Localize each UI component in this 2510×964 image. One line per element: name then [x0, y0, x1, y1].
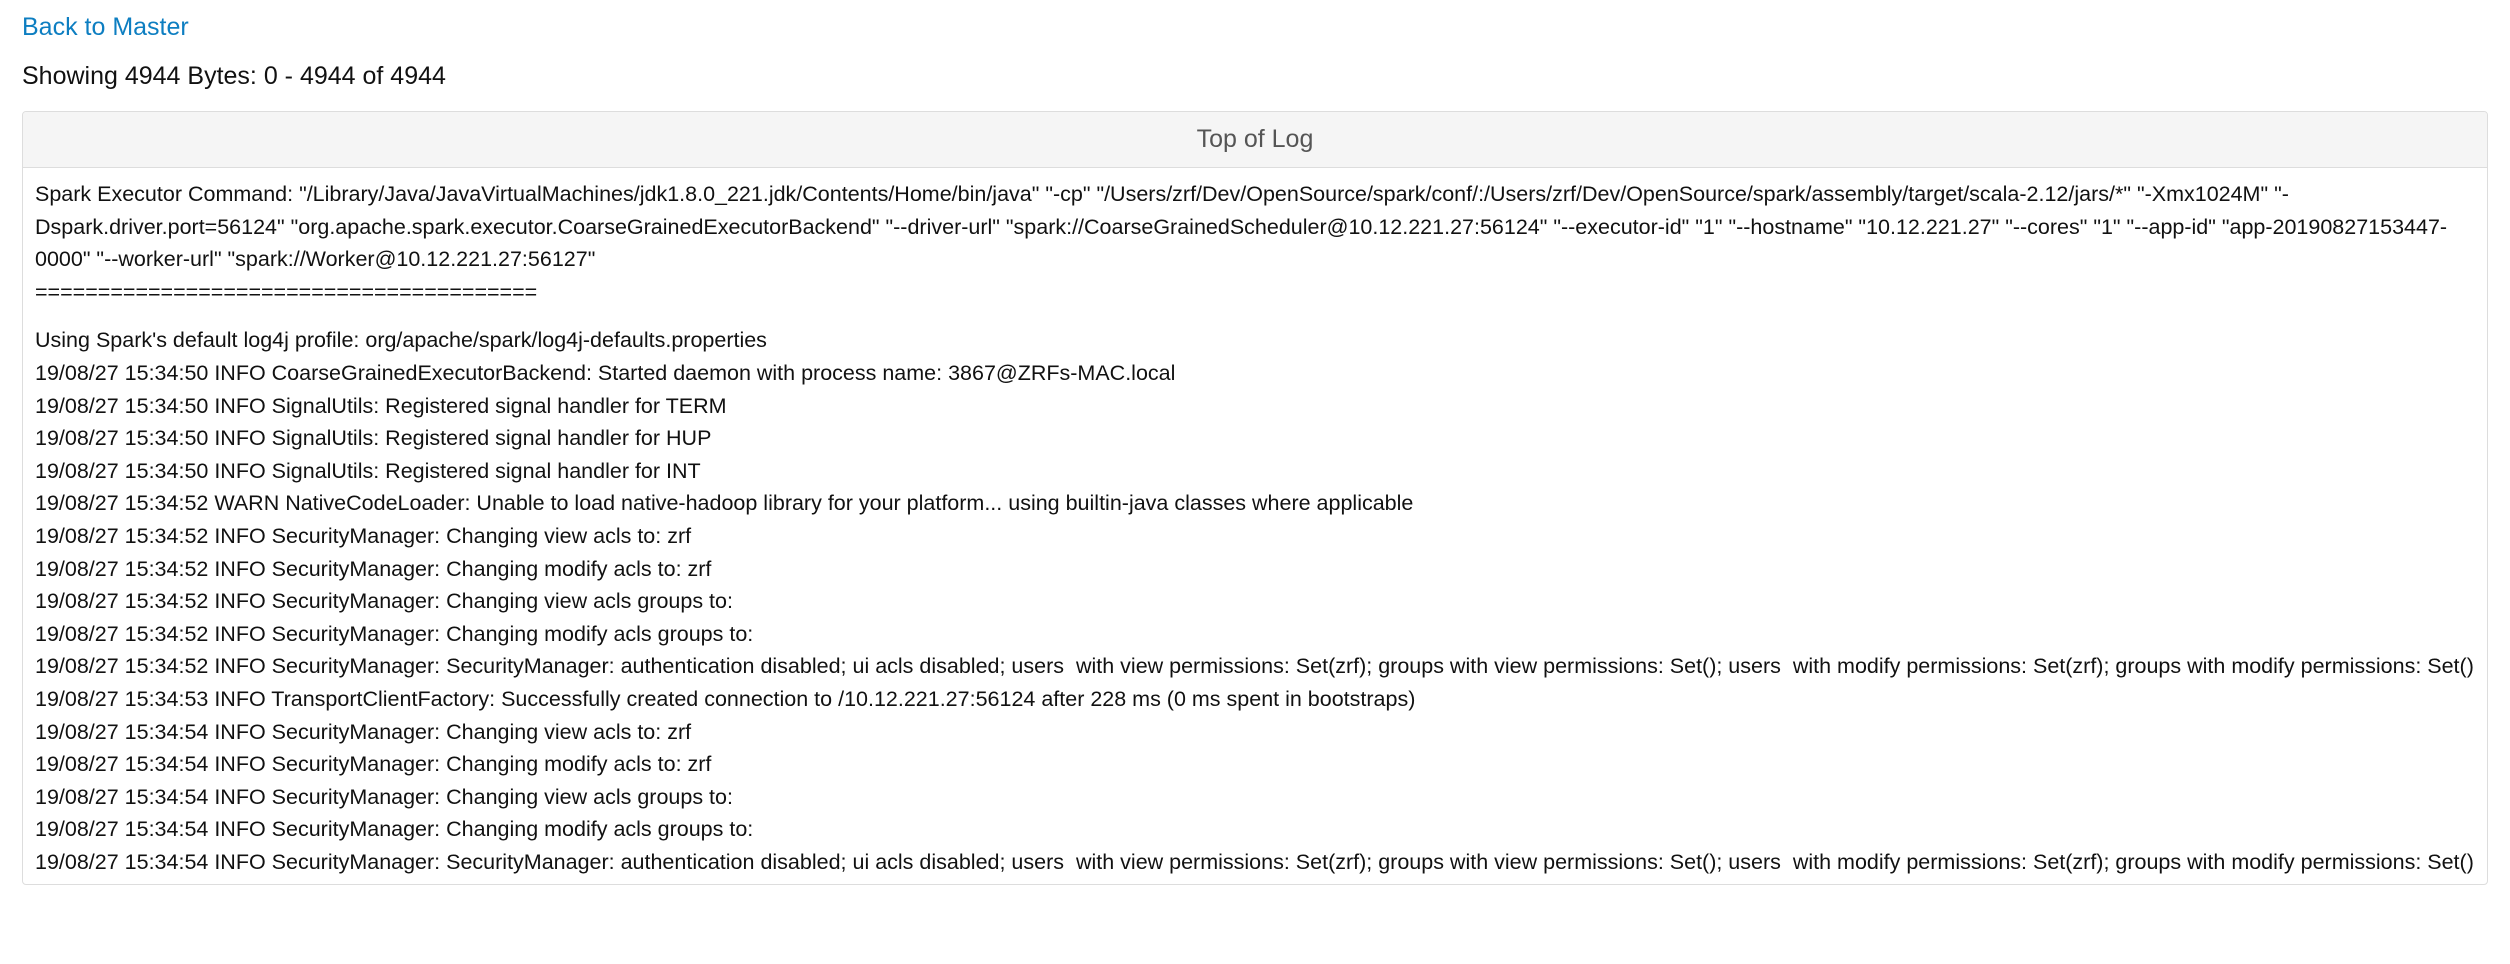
log-line: 19/08/27 15:34:54 INFO SecurityManager: SecurityManager: authentication disabled; ui acls disabled; users with view permissions: Set(zrf); groups with view permissions: Set(); users with modify permissions: Set(zrf); groups with modify permissions: Set(): [35, 849, 2474, 874]
log-line: 19/08/27 15:34:52 INFO SecurityManager: Changing view acls groups to:: [35, 589, 733, 614]
log-line: 19/08/27 15:34:52 INFO SecurityManager: Changing modify acls groups to:: [35, 621, 754, 646]
log-line: Using Spark's default log4j profile: org/apache/spark/log4j-defaults.properties: [35, 328, 767, 353]
log-panel-header: Top of Log: [23, 112, 2487, 168]
log-line: 19/08/27 15:34:52 WARN NativeCodeLoader: Unable to load native-hadoop library for your platform... using builtin-java classes where applicable: [35, 491, 1414, 516]
log-line: 19/08/27 15:34:52 INFO SecurityManager: SecurityManager: authentication disabled; ui acls disabled; users with view permissions: Set(zrf); groups with view permissions: Set(); users with modify permissions: Set(zrf); groups with modify permissions: Set(): [35, 654, 2474, 679]
showing-bytes-status: Showing 4944 Bytes: 0 - 4944 of 4944: [22, 62, 446, 90]
log-line: 19/08/27 15:34:50 INFO SignalUtils: Registered signal handler for TERM: [35, 393, 727, 418]
log-line: 19/08/27 15:34:53 INFO TransportClientFactory: Successfully created connection to /10.12.221.27:56124 after 228 ms (0 ms spent in bootstraps): [35, 686, 1416, 711]
log-line: 19/08/27 15:34:54 INFO SecurityManager: Changing modify acls groups to:: [35, 817, 754, 842]
log-line: 19/08/27 15:34:50 INFO CoarseGrainedExecutorBackend: Started daemon with process name: 3867@ZRFs-MAC.local: [35, 360, 1176, 385]
log-line: 19/08/27 15:34:54 INFO SecurityManager: Changing view acls to: zrf: [35, 719, 692, 744]
log-line: 19/08/27 15:34:50 INFO SignalUtils: Registered signal handler for INT: [35, 458, 701, 483]
log-line: 19/08/27 15:34:52 INFO SecurityManager: Changing modify acls to: zrf: [35, 556, 712, 581]
log-panel: [22, 111, 2488, 885]
log-line: 19/08/27 15:34:54 INFO SecurityManager: Changing view acls groups to:: [35, 784, 733, 809]
log-line: Spark Executor Command: "/Library/Java/JavaVirtualMachines/jdk1.8.0_221.jdk/Contents/Home/bin/java" "-cp" "/Users/zrf/Dev/OpenSource/spark/conf/:/Users/zrf/Dev/OpenSource/spark/assembly/target/scala-2.12/jars/*" "-Xmx1024M" "-Dspark.driver.port=56124" "org.apache.spark.executor.CoarseGrainedExecutorBackend" "--driver-url" "spark://CoarseGrainedScheduler@10.12.221.27:56124" "--executor-id" "1" "--hostname" "10.12.221.27" "--cores" "1" "--app-id" "app-20190827153447-0000" "--worker-url" "spark://Worker@10.12.221.27:56127": [35, 182, 2448, 272]
log-line: [35, 308, 2475, 324]
log-content: [23, 168, 2487, 884]
log-line: 19/08/27 15:34:54 INFO SecurityManager: Changing modify acls to: zrf: [35, 752, 712, 777]
log-line: 19/08/27 15:34:50 INFO SignalUtils: Registered signal handler for HUP: [35, 426, 712, 451]
log-line: ========================================: [35, 279, 538, 304]
back-to-master-link[interactable]: Back to Master: [22, 13, 189, 41]
log-line: 19/08/27 15:34:52 INFO SecurityManager: Changing view acls to: zrf: [35, 523, 692, 548]
